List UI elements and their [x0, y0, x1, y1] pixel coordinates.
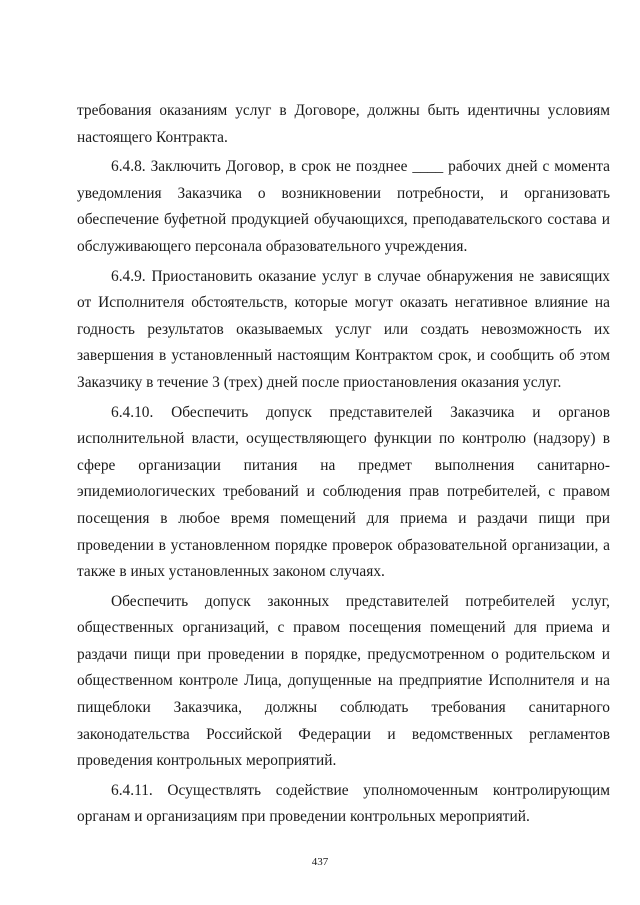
paragraph-6-4-10: 6.4.10. Обеспечить допуск представителей Заказчика и органов исполнительной власти, осуществляющего функции по контролю (надзору) в сфере организации питания на предмет выполнения санитарно-эпидемиологических требований и соблюдения прав потребителей, с правом посещения в любое время помещений для приема и раздачи пищи при проведении в установленном порядке проверок образовательной организации, а также в иных установленных законом случаях.: [77, 403, 610, 581]
paragraph-6-4-9: 6.4.9. Приостановить оказание услуг в случае обнаружения не зависящих от Исполнителя обстоятельств, которые могут оказать негативное влияние на годность результатов оказываемых услуг или создать невозможность их завершения в установленный настоящим Контрактом срок, и сообщить об этом Заказчику в течение 3 (трех) дней после приостановления оказания услуг.: [77, 267, 610, 391]
paragraph-6-4-11: 6.4.11. Осуществлять содействие уполномоченным контролирующим органам и организациям при проведении контрольных мероприятий.: [77, 781, 610, 826]
paragraph-continuation: требования оказаниям услуг в Договоре, должны быть идентичны условиям настоящего Контракта.: [77, 102, 610, 146]
page-number: 437: [311, 856, 329, 868]
document-body: [77, 98, 610, 831]
paragraph-access-representatives: Обеспечить допуск законных представителей потребителей услуг, общественных организаций, с правом посещения помещений для приема и раздачи пищи при проведении в порядке, предусмотренном о родительском и общественном контроле Лица, допущенные на предприятие Исполнителя и на пищеблоки Заказчика, должны соблюдать требования санитарного законодательства Российской Федерации и ведомственных регламентов проведения контрольных мероприятий.: [77, 592, 610, 770]
paragraph-6-4-8: 6.4.8. Заключить Договор, в срок не позднее ____ рабочих дней с момента уведомления Заказчика о возникновении потребности, и организовать обеспечение буфетной продукцией обучающихся, преподавательского состава и обслуживающего персонала образовательного учреждения.: [77, 158, 610, 255]
